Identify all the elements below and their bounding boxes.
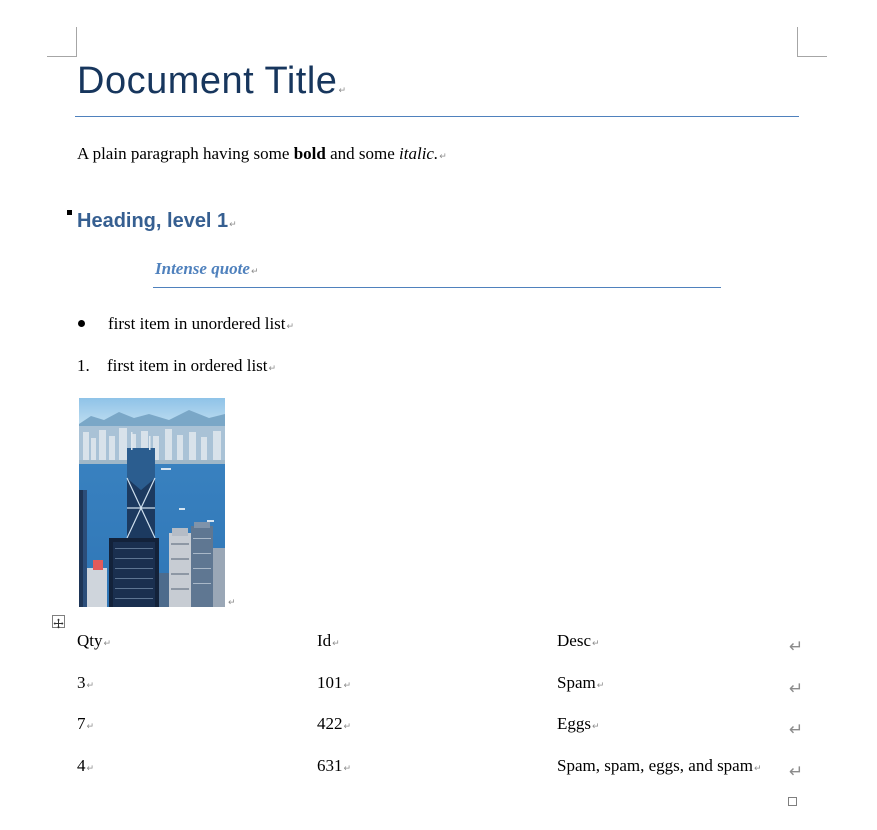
- table-cell-text: Spam, spam, eggs, and spam: [557, 756, 753, 775]
- plain-paragraph[interactable]: [77, 144, 447, 164]
- paragraph-mark-icon: ↵: [338, 86, 347, 96]
- row-end-mark-icon: ↵: [789, 762, 804, 782]
- bullet-icon: [78, 320, 85, 327]
- table-header-id-text: Id: [317, 631, 332, 650]
- crop-mark-top-right-vertical: [797, 27, 798, 56]
- table-cell-text: Spam: [557, 673, 596, 692]
- table-cell-text: 7: [77, 714, 86, 733]
- crop-mark-top-left-horizontal: [47, 56, 77, 57]
- cell-end-mark-icon: ↵: [753, 764, 762, 774]
- city-skyline-image: [79, 398, 225, 607]
- cell-end-mark-icon: ↵: [591, 639, 600, 649]
- paragraph-mark-icon: ↵: [228, 598, 236, 608]
- table-cell-id[interactable]: [317, 714, 351, 734]
- intense-quote-text: Intense quote: [155, 259, 250, 278]
- table-header-id[interactable]: [317, 631, 340, 651]
- cell-end-mark-icon: ↵: [343, 764, 352, 774]
- table-cell-id[interactable]: [317, 756, 351, 776]
- heading-level-1-text: Heading, level 1: [77, 210, 229, 232]
- table-header-qty-text: Qty: [77, 631, 103, 650]
- cell-end-mark-icon: ↵: [592, 722, 600, 732]
- document-title[interactable]: [77, 60, 347, 103]
- paragraph-italic-text: italic.: [399, 144, 439, 163]
- row-end-mark-icon: ↵: [789, 637, 804, 657]
- row-end-mark-icon: ↵: [789, 720, 804, 740]
- table-cell-text: 3: [77, 673, 86, 692]
- document-title-text: Document Title: [77, 60, 338, 102]
- table-cell-desc[interactable]: [557, 756, 762, 776]
- cell-end-mark-icon: ↵: [343, 722, 352, 732]
- title-underline: [75, 116, 799, 117]
- paragraph-mark-icon: ↵: [286, 322, 295, 332]
- ordered-list-number: 1.: [77, 356, 90, 375]
- table-cell-text: Eggs: [557, 714, 591, 733]
- cell-end-mark-icon: ↵: [596, 681, 605, 691]
- keep-with-next-marker: [67, 210, 72, 215]
- cell-end-mark-icon: ↵: [343, 681, 352, 691]
- paragraph-mark-icon: ↵: [268, 364, 277, 374]
- ordered-list-item-text: first item in ordered list: [107, 356, 268, 375]
- paragraph-mark-icon: ↵: [439, 152, 447, 162]
- table-header-desc[interactable]: [557, 631, 600, 651]
- paragraph-mark-icon: ↵: [250, 267, 259, 277]
- cell-end-mark-icon: ↵: [86, 764, 95, 774]
- move-arrows-icon: [53, 618, 64, 629]
- cell-end-mark-icon: ↵: [332, 639, 340, 649]
- table-header-qty[interactable]: [77, 631, 111, 651]
- paragraph-text-middle: and some: [325, 144, 400, 163]
- table-cell-qty[interactable]: [77, 714, 94, 734]
- table-cell-text: 422: [317, 714, 343, 733]
- table-move-handle[interactable]: [52, 615, 65, 628]
- intense-quote[interactable]: [155, 259, 258, 279]
- crop-mark-top-left-vertical: [76, 27, 77, 56]
- table-cell-text: 631: [317, 756, 343, 775]
- table-cell-desc[interactable]: [557, 714, 600, 734]
- table-resize-handle[interactable]: [788, 797, 797, 806]
- ordered-list-item[interactable]: [77, 356, 276, 376]
- table-cell-text: 4: [77, 756, 86, 775]
- crop-mark-top-right-horizontal: [797, 56, 827, 57]
- table-cell-qty[interactable]: [77, 756, 94, 776]
- heading-level-1[interactable]: [77, 210, 237, 233]
- table-cell-qty[interactable]: [77, 673, 94, 693]
- paragraph-mark-icon: ↵: [229, 220, 237, 230]
- picture-city-skyline[interactable]: [79, 398, 225, 607]
- cell-end-mark-icon: ↵: [86, 722, 95, 732]
- unordered-list-item[interactable]: [77, 314, 294, 334]
- unordered-list-item-text: first item in unordered list: [108, 314, 286, 333]
- intense-quote-underline: [153, 287, 721, 288]
- table-cell-text: 101: [317, 673, 343, 692]
- row-end-mark-icon: ↵: [789, 679, 804, 699]
- cell-end-mark-icon: ↵: [103, 639, 112, 649]
- table-header-desc-text: Desc: [557, 631, 591, 650]
- paragraph-text-before: A plain paragraph having some: [77, 144, 294, 163]
- cell-end-mark-icon: ↵: [86, 681, 95, 691]
- table-cell-desc[interactable]: [557, 673, 604, 693]
- paragraph-bold-text: bold: [293, 144, 326, 163]
- table-cell-id[interactable]: [317, 673, 351, 693]
